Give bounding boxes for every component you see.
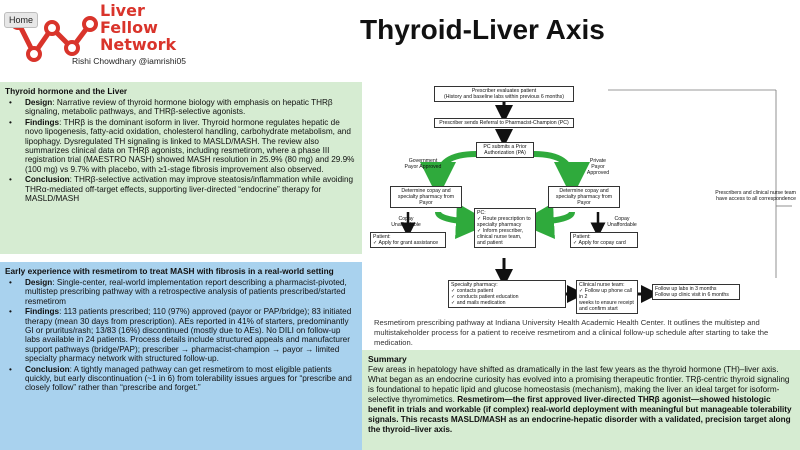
pc-route-box: PC: ✓ Route prescription to specialty pharmacy ✓ Inform prescriber, clinical nurse team, and patient xyxy=(474,208,536,248)
list-item: • Findings: 113 patients prescribed; 110 (97%) approved (payor or PAP/bridge); 83 initiated therapy (mean 30 days from prescription). AEs reported in 41% of starters, predominantly GI or pruritus/rash; 13/83 (16%) discontinued (mostly due to AEs). No DILI on follow-up labs available in 24 patients. Process details include structured appeals and manufacturer support pathways (bridge/PAP); prescriber → pharmacist-champion → payor → limited specialty pharmacy network with structured follow-up. xyxy=(5,307,357,363)
author-handle: Rishi Chowdhary @iamrishi05 xyxy=(72,56,186,66)
pathway-figure xyxy=(368,72,800,350)
private-payor-label: Private Payor Approved xyxy=(586,158,610,176)
logo-wordmark: Liver Fellow Network xyxy=(100,1,177,54)
referral-box: Prescriber sends Referral to Pharmacist-Champion (PC) xyxy=(434,118,574,128)
government-payor-label: Government Payor Approved xyxy=(404,158,442,170)
prescribing-flowchart xyxy=(368,72,800,316)
panel-title: Early experience with resmetirom to treat MASH with fibrosis in a real-world setting xyxy=(5,266,334,276)
logo xyxy=(0,0,190,72)
bullet-list xyxy=(5,98,357,203)
copay-unaffordable-right-label: Copay Unaffordable xyxy=(607,216,637,228)
list-item: • Design: Single-center, real-world implementation report describing a pharmacist-pivoted, multistep prescribing pathway with a retrospective analysis of patients prescribed/started resmetirom xyxy=(5,278,357,306)
list-item: • Conclusion: A tightly managed pathway can get resmetirom to most eligible patients quickly, but early discontinuation (~1 in 6) from tolerability issues argues for “prescribe and closely follow” rather than “prescribe and forget.” xyxy=(5,365,357,393)
specialty-pharmacy-box: Specialty pharmacy: ✓ contacts patient ✓ conducts patient education ✓ and mails medication xyxy=(448,280,566,308)
correspondence-note: Prescribers and clinical nurse team have access to all correspondence xyxy=(715,190,796,202)
prescriber-evaluates-box: Prescriber evaluates patient (History and baseline labs within previous 6 months) xyxy=(434,86,574,102)
list-item: • Conclusion: THRβ-selective activation may improve steatosis/inflammation while avoiding THRα-mediated off-target effects, supporting liver-directed “endocrine” therapy for MASLD/MASH xyxy=(5,175,357,203)
home-button[interactable]: Home xyxy=(4,12,38,28)
figure-caption: Resmetirom prescribing pathway at Indiana University Health Academic Health Center. It outlines the multistep and multistakeholder process for a patient to receive resmetirom and a clinical follow-up schedule after starting to take the medication. xyxy=(374,318,769,347)
clinical-nurse-box: Clinical nurse team: ✓ Follow up phone call in 2 weeks to ensure receipt and confirm start xyxy=(576,280,638,314)
thyroid-liver-panel xyxy=(0,82,362,254)
copay-right-box: Determine copay and specialty pharmacy from Payor xyxy=(548,186,620,208)
patient-copay-card-box: Patient: ✓ Apply for copay card xyxy=(570,232,638,248)
copay-unaffordable-left-label: Copay Unaffordable xyxy=(391,216,421,228)
summary-title: Summary xyxy=(368,354,407,364)
patient-grant-box: Patient: ✓ Apply for grant assistance xyxy=(370,232,446,248)
summary-panel xyxy=(362,350,800,450)
list-item: • Design: Narrative review of thyroid hormone biology with emphasis on hepatic THRβ signaling, metabolic pathways, and THRβ-selective agonists. xyxy=(5,98,357,117)
panel-title: Thyroid hormone and the Liver xyxy=(5,86,128,96)
prior-authorization-box: PC submits a Prior Authorization (PA) xyxy=(476,142,534,158)
bullet-list xyxy=(5,278,357,393)
copay-left-box: Determine copay and specialty pharmacy from Payor xyxy=(390,186,462,208)
follow-up-box: Follow up labs in 3 months Follow up clinic visit in 6 months xyxy=(652,284,740,300)
summary-text: Few areas in hepatology have shifted as dramatically in the last few years as the thyroid hormone (TH)–liver axis. What began as an endocrine curiosity has evolved into a promising therapeutic frontier. TRβ-centric thyroid signaling is foundational to hepatic lipid and glucose homeostasis (mechanism), making the liver an ideal target for isoform-selective thyromimetics. Resmetirom—the first approved liver-directed THRβ agonist—showed histologic benefit in trials and workable (if complex) real-world deployment with meaningful but manageable tolerability signals. This recasts MASLD/MASH as an endocrine-hepatic disorder with a validated, precision target along the thyroid–liver axis. xyxy=(368,365,792,434)
list-item: • Findings: THRβ is the dominant isoform in liver. Thyroid hormone regulates hepatic de novo lipogenesis, fatty-acid oxidation, cholesterol handling, carbohydrate metabolism, and lipophagy. Dysregulated TH signaling is linked to MASLD/MASH. The review also summarizes clinical data on THRβ agonists, including resmetirom, where a phase III registration trial (MAESTRO NASH) showed MASH resolution in 25.9% (80 mg) and 29.9% (100 mg) vs 9.7% with placebo, with ≥1-stage fibrosis improvement also observed. xyxy=(5,118,357,174)
resmetirom-real-world-panel xyxy=(0,262,362,450)
page-title: Thyroid-Liver Axis xyxy=(360,14,605,45)
